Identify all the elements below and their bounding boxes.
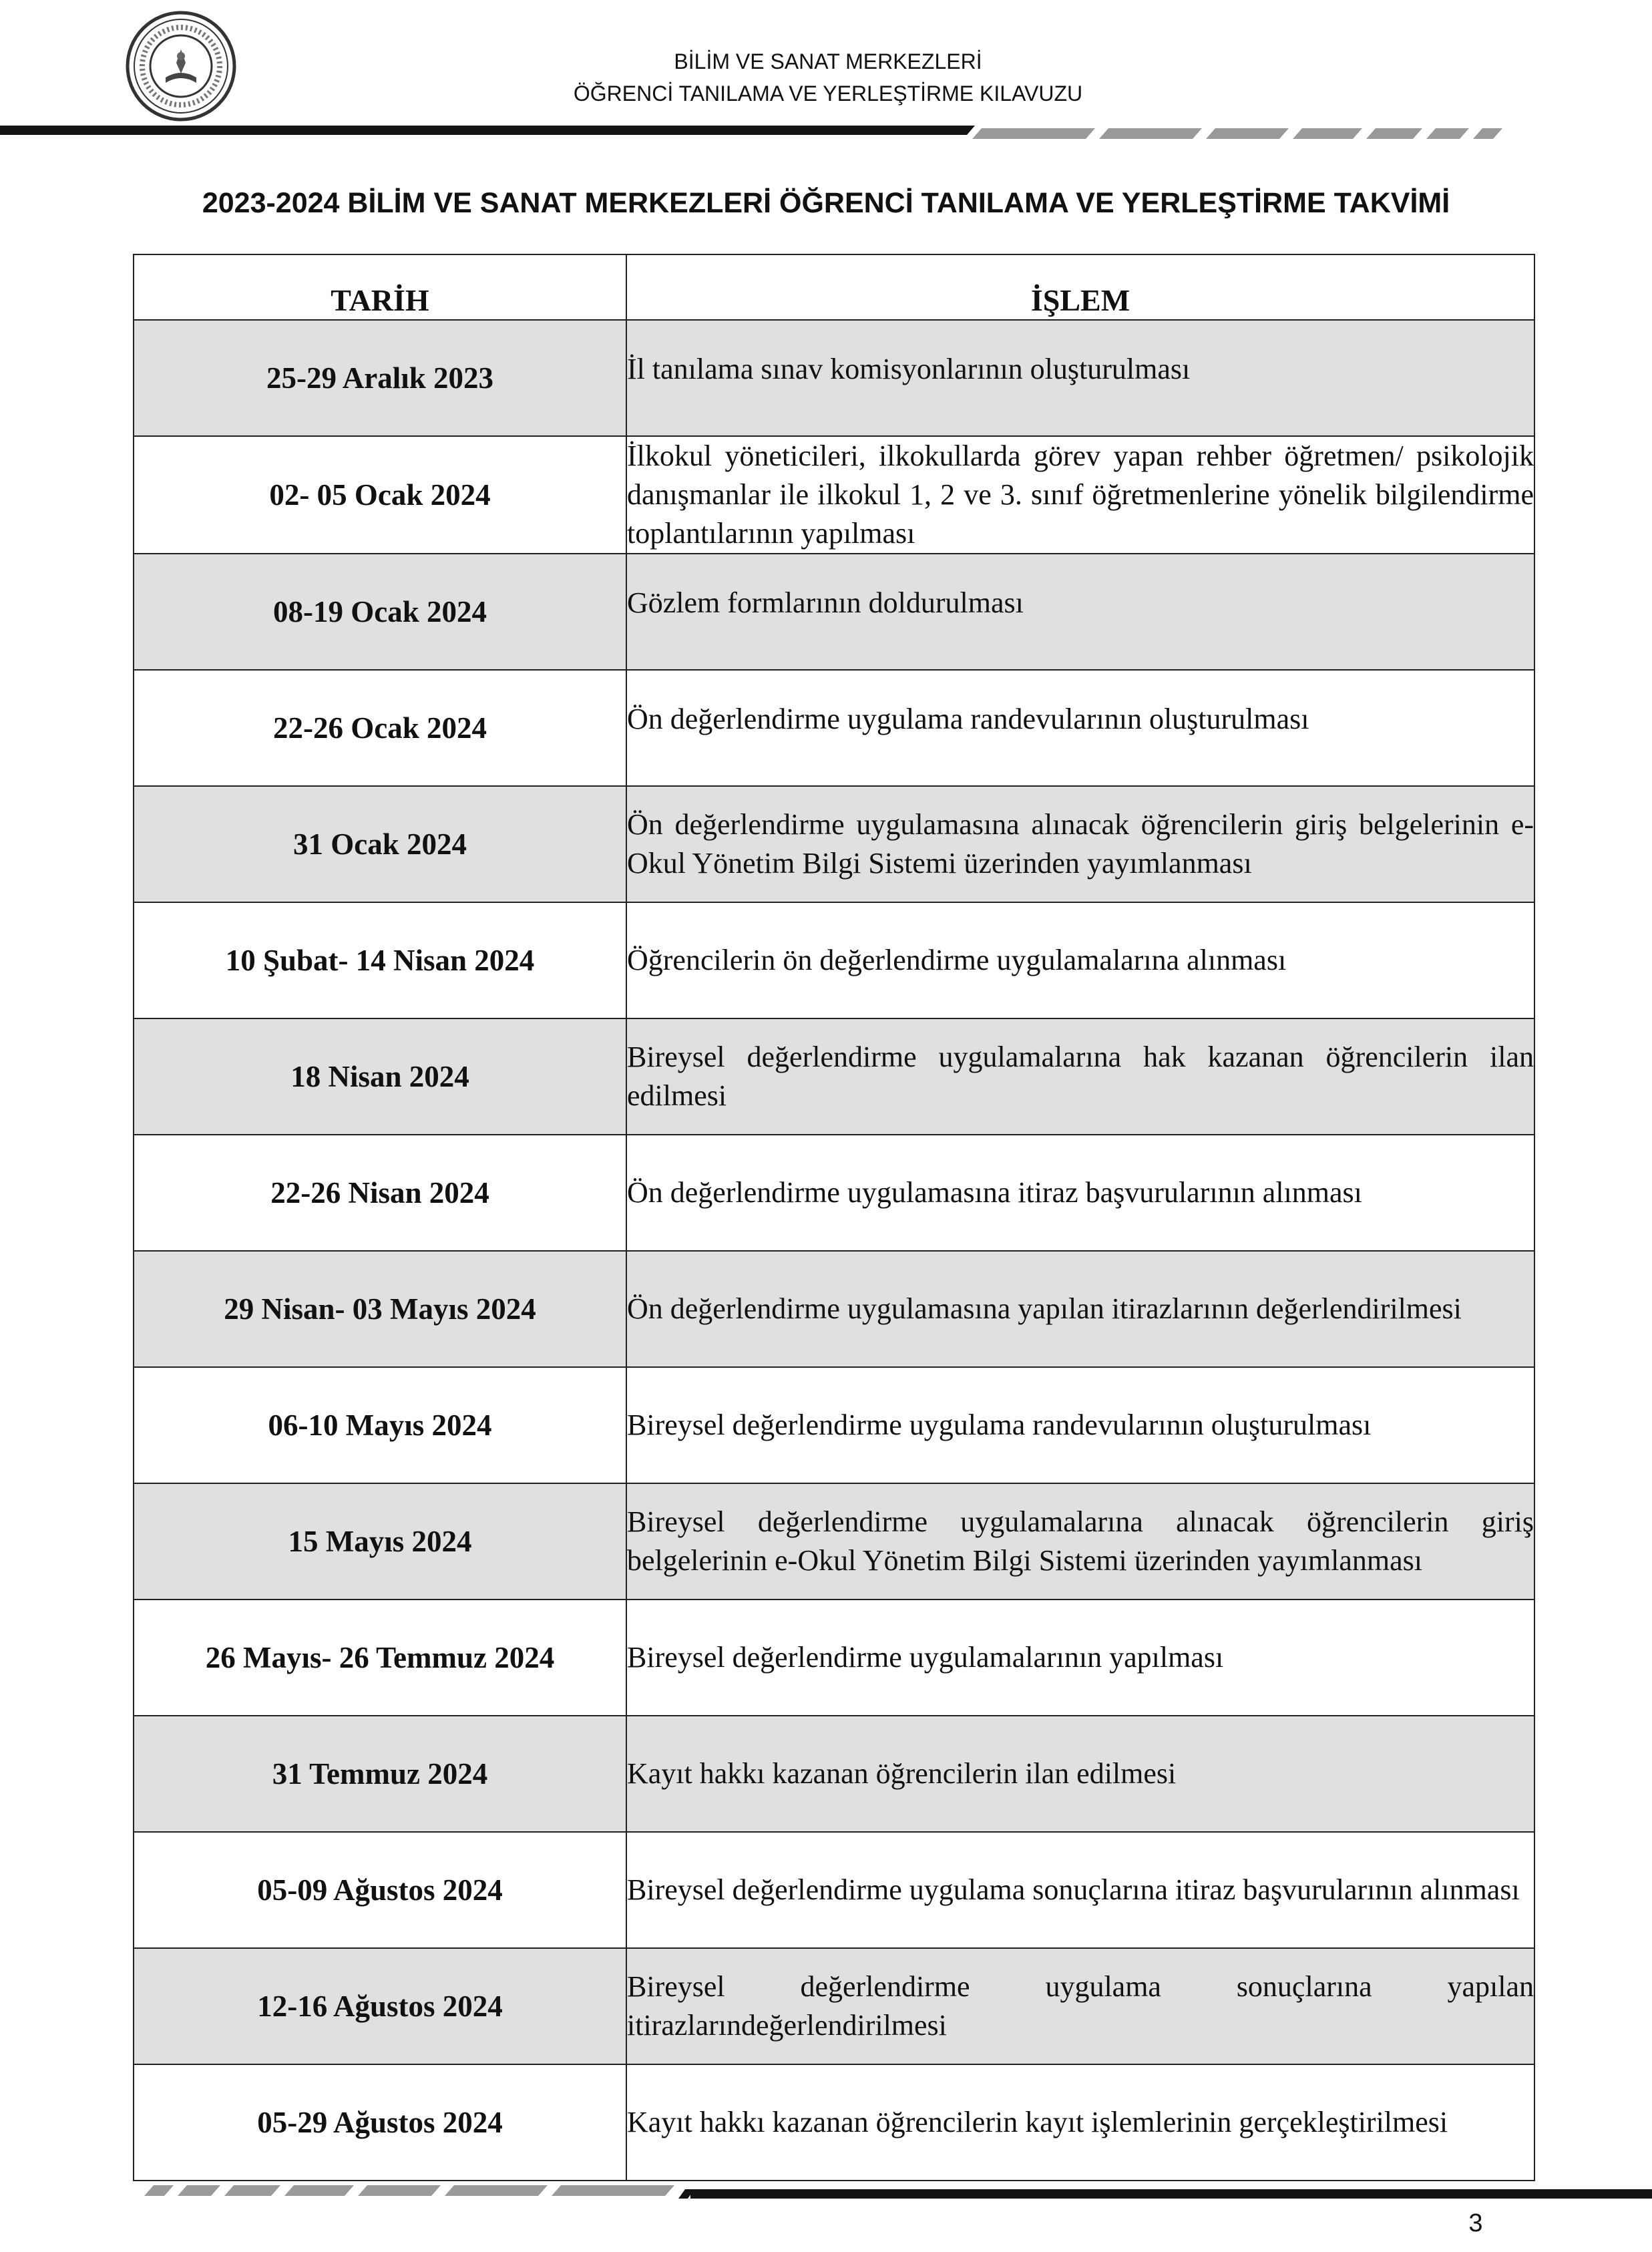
table-row	[134, 1716, 1534, 1832]
activity-cell: Bireysel değerlendirme uygulama sonuçlarına itiraz başvurularının alınması	[626, 1832, 1534, 1948]
column-header-activity: İŞLEM	[626, 254, 1534, 320]
activity-cell: Bireysel değerlendirme uygulamalarına alınacak öğrencilerin giriş belgelerinin e-Okul Yönetim Bilgi Sistemi üzerinden yayımlanması	[626, 1483, 1534, 1600]
date-cell: 25-29 Aralık 2023	[134, 320, 626, 436]
table-row	[134, 554, 1534, 670]
activity-cell: Gözlem formlarının doldurulması	[626, 554, 1534, 670]
document-title: 2023-2024 BİLİM VE SANAT MERKEZLERİ ÖĞRENCİ TANILAMA VE YERLEŞTİRME TAKVİMİ	[202, 187, 1450, 219]
table-row	[134, 1251, 1534, 1367]
table-row	[134, 1135, 1534, 1251]
date-cell: 26 Mayıs- 26 Temmuz 2024	[134, 1600, 626, 1716]
table-row	[134, 1367, 1534, 1483]
table-row	[134, 1483, 1534, 1600]
activity-cell: Öğrencilerin ön değerlendirme uygulamalarına alınması	[626, 902, 1534, 1018]
header-divider-band	[0, 126, 1652, 142]
header-line-1: BİLİM VE SANAT MERKEZLERİ	[674, 49, 982, 73]
date-cell: 12-16 Ağustos 2024	[134, 1948, 626, 2064]
table-row	[134, 902, 1534, 1018]
date-cell: 05-29 Ağustos 2024	[134, 2064, 626, 2181]
ministry-seal-logo	[124, 9, 238, 123]
calendar-table	[133, 254, 1535, 2181]
table-row	[134, 786, 1534, 902]
date-cell: 02- 05 Ocak 2024	[134, 436, 626, 554]
footer-divider-band	[0, 2183, 1652, 2199]
activity-cell: Bireysel değerlendirme uygulama randevularının oluşturulması	[626, 1367, 1534, 1483]
date-cell: 05-09 Ağustos 2024	[134, 1832, 626, 1948]
date-cell: 29 Nisan- 03 Mayıs 2024	[134, 1251, 626, 1367]
page-number: 3	[1468, 2209, 1483, 2237]
table-row	[134, 1948, 1534, 2064]
date-cell: 22-26 Ocak 2024	[134, 670, 626, 786]
column-header-date: TARİH	[134, 254, 626, 320]
table-row	[134, 436, 1534, 554]
table-row	[134, 1018, 1534, 1135]
activity-cell: Bireysel değerlendirme uygulamalarının yapılması	[626, 1600, 1534, 1716]
activity-cell: Kayıt hakkı kazanan öğrencilerin ilan edilmesi	[626, 1716, 1534, 1832]
date-cell: 15 Mayıs 2024	[134, 1483, 626, 1600]
document-header	[294, 45, 1362, 110]
date-cell: 31 Temmuz 2024	[134, 1716, 626, 1832]
activity-cell: Bireysel değerlendirme uygulama sonuçlarına yapılan itirazlarındeğerlendirilmesi	[626, 1948, 1534, 2064]
header-line-2: ÖĞRENCİ TANILAMA VE YERLEŞTİRME KILAVUZU	[573, 81, 1083, 106]
table-row	[134, 2064, 1534, 2181]
date-cell: 10 Şubat- 14 Nisan 2024	[134, 902, 626, 1018]
activity-cell: İlkokul yöneticileri, ilkokullarda görev yapan rehber öğretmen/ psikolojik danışmanlar ile ilkokul 1, 2 ve 3. sınıf öğretmenlerine yönelik bilgilendirme toplantılarının yapılması	[626, 436, 1534, 554]
date-cell: 22-26 Nisan 2024	[134, 1135, 626, 1251]
activity-cell: İl tanılama sınav komisyonlarının oluşturulması	[626, 320, 1534, 436]
date-cell: 18 Nisan 2024	[134, 1018, 626, 1135]
table-row	[134, 1600, 1534, 1716]
date-cell: 06-10 Mayıs 2024	[134, 1367, 626, 1483]
activity-cell: Bireysel değerlendirme uygulamalarına hak kazanan öğrencilerin ilan edilmesi	[626, 1018, 1534, 1135]
table-row	[134, 670, 1534, 786]
table-row	[134, 1832, 1534, 1948]
activity-cell: Ön değerlendirme uygulamasına yapılan itirazlarının değerlendirilmesi	[626, 1251, 1534, 1367]
table-header-row	[134, 254, 1534, 320]
activity-cell: Ön değerlendirme uygulamasına itiraz başvurularının alınması	[626, 1135, 1534, 1251]
date-cell: 31 Ocak 2024	[134, 786, 626, 902]
date-cell: 08-19 Ocak 2024	[134, 554, 626, 670]
activity-cell: Ön değerlendirme uygulamasına alınacak öğrencilerin giriş belgelerinin e-Okul Yönetim Bilgi Sistemi üzerinden yayımlanması	[626, 786, 1534, 902]
activity-cell: Kayıt hakkı kazanan öğrencilerin kayıt işlemlerinin gerçekleştirilmesi	[626, 2064, 1534, 2181]
activity-cell: Ön değerlendirme uygulama randevularının oluşturulması	[626, 670, 1534, 786]
table-row	[134, 320, 1534, 436]
